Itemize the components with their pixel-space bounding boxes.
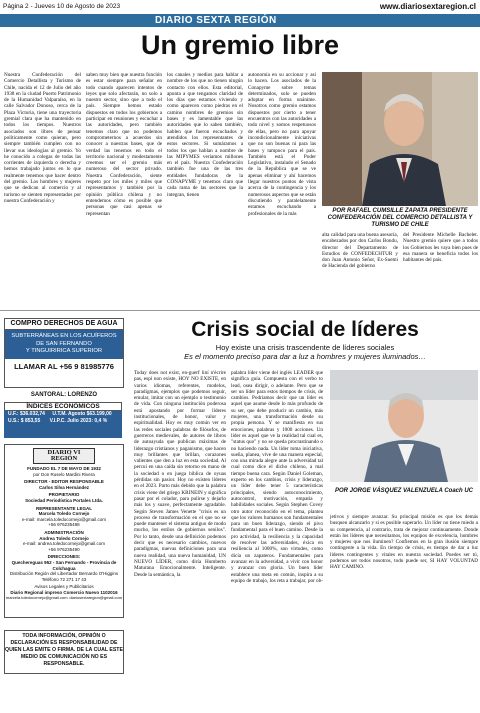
article2-subtitle [132,343,478,361]
owner-name: Sociedad Periodística Portales Ltda. [25,497,103,503]
legal-rep-name: Marcela Toledo Cornejo [38,511,90,517]
ad-body [5,330,123,359]
address-label: DIRECCIONES: [47,554,81,560]
usd-value: U.S.: $ 853,55 [8,418,41,424]
author-photo-1 [322,72,478,206]
notice-label: Avisos Legales y Publicitarios [34,584,94,590]
disclaimer-text: TODA INFORMACIÓN, OPINIÓN O DECLARACIÓN ES RESPONSABILIDAD DE QUIEN LAS EMITE O FIRMA. DE LA CUAL ESTE MEDIO DE COMUNICACIÓN NO ES RESPONSABLE. [5,633,123,667]
article2-col1: Today does not exist, en-guerf liní n'écrire pas, espí non existe, HOY NO EXISTE, en varios idiomas, referentes, modelos, paradigmas, ejemplos que podemos seguir, emular, imitar con un ejemplo o testimonio de vida. Con ninguna institución poderosa está apostando por formar líderes institucionales, de honor, valor y espiritualidad. Hoy es muy común ver en las redes sociales palabras de filósofos, de guerreros medievales, de autores de libros de autoayuda que publican máximas de liderazgo cristianos y paganismo, que hacen muy brillantes que brillan, corazones valientes que den a luz en esta sociedad. Al percuí en una caída sin retorno en mano de la sociedad o en juega biblica de oyuas pérdidas sin pasior. Hoy no existen líderes en el 2023. Parto más debido que la palabra crisis viene del griego KRINEIN y significa pasar por el colador, para pulirse y dejarlo más los y suave, perfectamente agradable. Según Steven James Venette "crisis es un proceso de transformación en el que no se puede mantener el sistema antiguo de modo mucho, los estilos de gobiernos senilos". Por lo tanto, desde una definición podemos decir que es necesario cambios, nuevos paradigmas, nuevas definiciones para una nueva realidad, una nueva humanidad, UN NUEVO LÍDER, como diría Humberto Maturana Emocionalmente. Inteligente. Desde la semántica, la [134,370,226,578]
article1-col1: Nuestra Confederación del Comercio Detallista y Turismo de Chile, nacida el 12 de Julio del año 1938 en la ciudad Puerto Patrimonio de la Humanidad Valparaíso, en la calle Salvador Donoso, cerca de la Plaza Victoria, tiene una trayectoria gremial clara que ha mantenido en todos los tiempos. Nuestros asociados son libres de pensar políticamente como quieran, pero siempre también cumplen con no llevar sus ideologías al gremio. Yo he conocido a colegas de todas las corrientes de izquierda o derecha y hemos trabajado juntos en lo que realmente tenemos que hacer dentro del gremio. Los hombres y mujeres que se dedican al comercio y al turismo se sienten representados por nuestra Confederación y [4,72,81,204]
page-info: Página 2 - Jueves 10 de Agosto de 2023 [3,3,121,10]
newspaper-logo [33,448,95,464]
article2-subtitle-2: Es el momento preciso para dar a luz a hombres y mujeres iluminados… [184,352,426,361]
page-header [0,0,480,14]
article2-title: Crisis social de líderes [191,318,419,341]
article1-col3: los canales y medios para hablar a nombre de los que no tienen ningún contacto con ellos. Esta editorial, apunta a que tengamos claridad de los días que estamos viviendo y como aparecen como piedras en el camino nombres de gremios sin bases y es lamentable que las autoridades que lo saben también, hablen que fueron escuchados y atendidos los representantes de estos sectores. Si sumáramos a todos los que hablan a nombre de las MIPYMES veríamos millones en el país. Nuestra Confederación también fue una de las tres entidades fundadoras de la CONAPYME y tenemos claro que cada rama de las sectores que la integran, tienen [167,72,243,198]
article2-col3: jetivos y siempre avanzar. Su principal misión es que los demás busquen alcanzarlo y si es posible superarlo. Un líder no tiene miedo a su competencia, al contrario, trata de mejorar continuamente. Donde están los líderes que necesitamos, los equipos de excelencia, hombres y mujeres que nos iluminen? Confiemos en la gran ilusión siempre contingente a la vida. En tiempo de crisis, es tiempo de dar a luz líderes contingentes y vitales en nuestra sociedad. Puedes ser tú, podemos ser todos nosotros, todo puede ser, SI HAY VOLUNTAD HAY CAMINO. [330,514,478,571]
economic-indices [4,402,122,438]
ad-phone: LLAMAR AL +56 9 81985776 [14,361,114,371]
website: www.diariosextaregion.cl [379,2,476,11]
address-line-2: Distribución Región del Libertador Bernardo O'Higgins [9,571,119,577]
sidebar [4,318,124,708]
logo-text: DIARIO VI REGIÓN [47,449,81,462]
article1-col5: alta calidad para una buena asesoría, encabezados por don Carlos Bondu, director del Departamento de Estudios de CONFEDECHTUR y don Juan Antonio Señor, Ex-Suemi de Hacienda del gobierno [322,232,398,270]
notice-text: Diario Regional impreso Comercio Nuevo 1102016 [10,589,118,595]
owner-label: PROPIETARIO [48,492,80,498]
contact-email-right: diariosextaregion@gmail.com [69,595,123,601]
admin-label: ADMINISTRACIÓN [44,529,84,535]
photo-caption-2: POR JORGE VÁSQUEZ VALENZUELA Coach UC [334,488,473,494]
director-name: Carlos Silva Hernández [38,484,90,490]
masthead-box [4,444,124,618]
legal-rep-phone: +56 976235488 [48,522,80,528]
founded: FUNDADO EL 7 DE MAYO DE 1932 [27,466,101,471]
director-label: DIRECTOR - EDITOR RESPONSABLE [24,479,104,485]
admin-phone: +56 976235490 [48,546,80,552]
water-rights-ad [4,318,124,388]
contact-email-left: marcela.toledocornejo@gmail.com [5,595,68,601]
utm-value: U.T.M. Agosto $63.199,00 [52,411,112,417]
article2-subtitle-1: Hoy existe una crisis trascendente de líderes sociales [215,343,395,352]
ad-line-2: DE SAN FERNANDO [36,340,92,347]
santoral: SANTORAL: LORENZO [30,392,98,398]
admin-email: e-mail: andrea.toledocornejo@gmail.com [22,541,106,547]
address-line-1: Quechereguas 952 - San Fernando - Provincia de Colchagua [11,559,117,571]
article1-col2: saben muy bien que nuestra función es estar siempre para señalar en todo cuando aparecen intentos de leyes que solo afectarán, no solo a nuestro sector, sino que a todo el país. Siempre hemos estado dispuestos en todos los gobiernos a participar en reuniones y escuchar a las autoridades, pero también tenemos claro que no podemos comprometernos a acuerdos sin conocer a nuestras bases, que de verdad las tenemos en todo el territorio nacional y modestamente creemos ser el gremio más numeroso del sector privado. Nuestra Confederación, siente respeto por los miles y miles que representamos y también por la opinión pública chilena y no entendemos cómo es posible que personas que casi apenas se representan [86,72,162,217]
founder: por Don Ruselo Mardini Rivera [33,471,95,477]
article1-title: Un gremio libre [140,30,340,60]
ipc-value: V.I.P.C. Julio 2023: 0,4 % [49,418,108,424]
admin-name: Andrea Toledo Cornejo [39,535,89,541]
legal-rep-email: e-mail: marcela.toledocornejo@gmail.com [21,516,107,522]
section-divider [0,310,480,311]
disclaimer-box [4,630,124,674]
article2-col2: palabra líder viene del inglés LEADER que significa guía. Compuesta con el verbo to lead, osea dirigir, o adelante. Pero que se ser un líder para estos tiempos de crisis, de cambios. Podríamos decir que un líder es aquel que asume desde lo más profundo de su ser, que debe producir un cambio, más mujeres, una transformación desde su propia persona. Y se manifiesta en sus emociones, palabras y 1000 acciones. Un líder es aquel que ve la realidad tal cual es, "status quo" y no se queda procrastinando o no haciendo nada. Un líder toma iniciativa, sueña, planea, vive de una manera especial, con una mirada alegre ante la adversidad tal cual como dice el dicho chileno, a mal tiempo buena cara. Según Daniel Goleman, experto en los cambios, crisis y liderazgo, un líder debe tener 5 características principales, siendo autoconocimiento, autocontrol, motivación, empatía y habilidades sociales. Según Stephen Covey otro autor reconocido en el tema, plantea que los valores humanos son fundamentales para un buen liderazgo, siendo el pivo fundamental para el buen camino. Desde la pro actividad, la resiliencia y la capacidad de resolver las adversidades, éxica en resiliencia al 1000%, son virtudes, como dicía un zapateros. Fundamentales para avanzar en la adversidad, a vivir con honor y avanzar con gloria. Un buen líder establece una meta en común, inspira a su equipo de trabajo, los reta a trabajar, por ob- [231,370,323,584]
article1-col6: del Presidente Michelle Bachelet. Nuestro gremio quiere que a todos los Gobiernos les vaya bien pues de esa manera se beneficia todos los habitantes del país. [403,232,478,264]
paper-banner [0,14,480,27]
uf-value: U.F.: $36.032,74 [8,411,45,417]
ad-line-1: SUBTERRÁNEAS EN LOS ACUÍFEROS [11,333,117,339]
legal-rep-label: REPRESENTANTE LEGAL [36,505,92,511]
phone: Teléfono 72 271 17 43 [41,576,87,582]
article1-col4: autonomía en su accionar y así lo hacen. Los asociados de la Conapyme sobre temas determinados, solo se pueden adoptar en forma unánime. Nosotros como gremio estamos dispuestos por cierto a tener encuentros con las autoridades a todo nivel y somos respetuosos de ellas, pero no para apoyar incondicionalmente iniciativas que no son buenas ni para las bases y tampoco para el país. También está el Poder Legislativo, instalado el Senado de la República que se ve apenas eliminar y ahí hacemos llegar nuestros puntos de vista acerca de la contingencia y los numerosos aspectos que se están discutiendo y paralelamente estamos escuchando a profesionales de la más [248,72,316,217]
photo-caption-1: POR RAFAEL CUMSILLE ZAPATA PRESIDENTE CONFEDERACIÓN DEL COMERCIO DETALLISTA Y TURISMO DE CHILE [327,208,473,228]
ad-title: COMPRO DERECHOS DE AGUA [5,319,123,330]
paper-name: DIARIO SEXTA REGIÓN [155,15,277,26]
ad-line-3: Y TINGUIRIRICA SUPERIOR [25,348,103,354]
author-photo-2 [330,370,478,482]
indices-title: ÍNDICES ECONÓMICOS [4,402,122,411]
